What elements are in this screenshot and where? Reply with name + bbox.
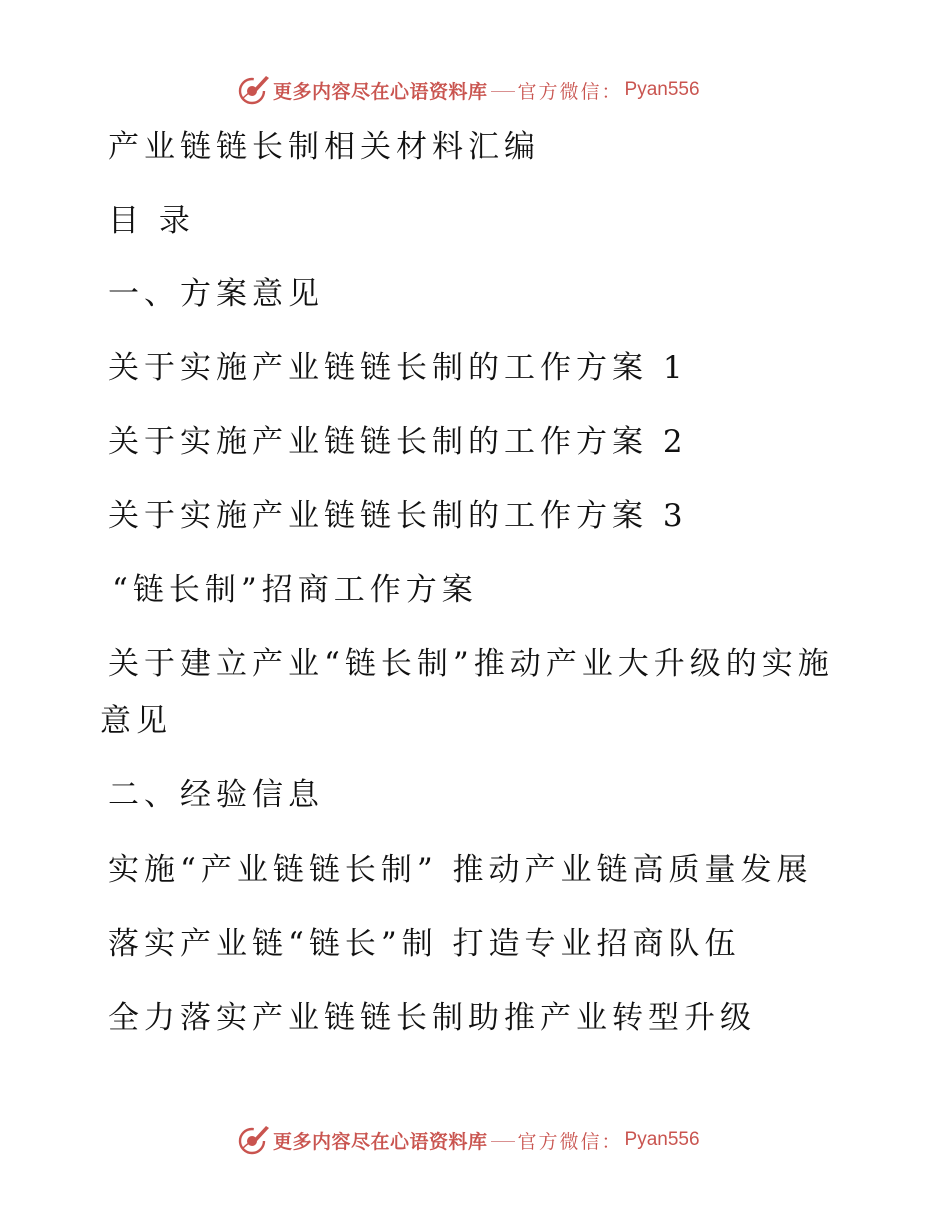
toc-heading: 目 录 (108, 203, 195, 239)
section-heading-1: 一、方案意见 (108, 276, 324, 312)
banner-dash (491, 91, 515, 92)
toc-item: 实施“产业链链长制” 推动产业链高质量发展 (108, 852, 813, 888)
banner-dash (491, 1141, 515, 1142)
toc-item: 关于实施产业链链长制的工作方案 3 (108, 498, 688, 534)
document-title: 产业链链长制相关材料汇编 (108, 129, 540, 165)
footer-banner (235, 1122, 700, 1158)
pen-logo-icon (235, 1122, 271, 1158)
toc-item: “链长制”招商工作方案 (112, 572, 478, 608)
banner-contact-label: 官方微信： (517, 80, 623, 103)
toc-item-continuation: 意见 (100, 703, 172, 739)
pen-logo-icon (235, 72, 271, 108)
toc-item: 关于建立产业“链长制”推动产业大升级的实施 (108, 646, 834, 682)
toc-item: 落实产业链“链长”制 打造专业招商队伍 (108, 926, 741, 962)
banner-brand-text: 更多内容尽在心语资料库 (273, 1130, 488, 1153)
toc-item: 全力落实产业链链长制助推产业转型升级 (108, 1000, 756, 1036)
section-heading-2: 二、经验信息 (108, 777, 324, 813)
toc-item: 关于实施产业链链长制的工作方案 1 (108, 350, 688, 386)
banner-brand-text: 更多内容尽在心语资料库 (273, 80, 488, 103)
banner-contact-id: Pyan556 (624, 1129, 700, 1150)
toc-item: 关于实施产业链链长制的工作方案 2 (108, 424, 688, 460)
banner-contact-label: 官方微信： (517, 1130, 623, 1153)
header-banner (235, 72, 700, 108)
banner-contact-id: Pyan556 (624, 79, 700, 100)
